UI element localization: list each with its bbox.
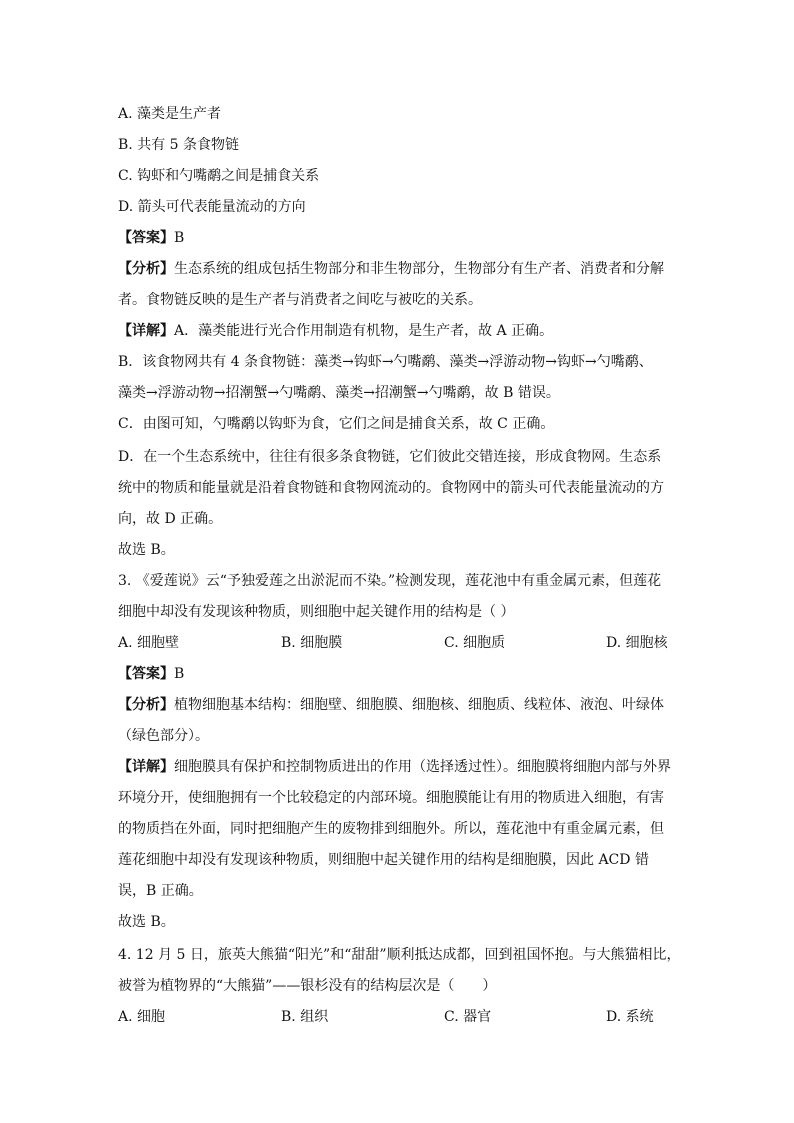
q3-option-d: D. 细胞核: [606, 635, 668, 651]
q2-detail-line-4: C．由图可知，勺嘴鹬以钩虾为食，它们之间是捕食关系，故 C 正确。: [118, 416, 555, 432]
q2-detail-line-3: 藻类→浮游动物→招潮蟹→勺嘴鹬、藻类→招潮蟹→勺嘴鹬，故 B 错误。: [118, 385, 560, 401]
q3-conclusion: 故选 B。: [118, 914, 175, 930]
detail-text: 细胞膜具有保护和控制物质进出的作用（选择透过性）。细胞膜将细胞内部与外界: [174, 759, 671, 775]
q4-option-b: B. 组织: [281, 1009, 329, 1025]
answer-value: B: [174, 230, 185, 246]
q2-option-d: D. 箭头可代表能量流动的方向: [118, 199, 306, 215]
q4-option-d: D. 系统: [606, 1009, 654, 1025]
q3-option-c: C. 细胞质: [444, 635, 506, 651]
detail-tag: 【详解】: [118, 759, 174, 775]
q2-option-b: B. 共有 5 条食物链: [118, 137, 239, 153]
q3-detail-line-1: [118, 757, 678, 777]
q3-option-a: A. 细胞壁: [118, 635, 180, 651]
answer-value: B: [174, 666, 185, 682]
q2-option-c: C. 钩虾和勺嘴鹬之间是捕食关系: [118, 168, 320, 184]
q3-detail-line-4: 莲花细胞中却没有发现该种物质，则细胞中起关键作用的结构是细胞膜，因此 ACD 错: [118, 852, 649, 868]
q2-detail-line-6: 统中的物质和能量就是沿着食物链和食物网流动的。食物网中的箭头可代表能量流动的方: [118, 480, 664, 496]
q2-analysis-line-2: 者。食物链反映的是生产者与消费者之间吃与被吃的关系。: [118, 292, 482, 308]
q3-detail-line-2: 环境分开，使细胞拥有一个比较稳定的内部环境。细胞膜能让有用的物质进入细胞，有害: [118, 790, 664, 806]
q3-option-b: B. 细胞膜: [281, 635, 343, 651]
q4-option-c: C. 器官: [444, 1009, 492, 1025]
q3-stem-line-1: 3. 《爱莲说》云“予独爱莲之出淤泥而不染。”检测发现，莲花池中有重金属元素，但莲花: [118, 573, 662, 589]
q2-detail-line-7: 向，故 D 正确。: [118, 511, 223, 527]
analysis-tag: 【分析】: [118, 697, 174, 713]
q4-option-a: A. 细胞: [118, 1009, 166, 1025]
q4-stem-line-2: 被誉为植物界的“大熊猫”——银杉没有的结构层次是（ ）: [118, 978, 497, 994]
answer-tag: 【答案】: [118, 666, 174, 682]
q2-detail-line-2: B．该食物网共有 4 条食物链：藻类→钩虾→勺嘴鹬、藻类→浮游动物→钩虾→勺嘴鹬、: [118, 354, 653, 370]
q2-answer: [118, 228, 678, 248]
detail-tag: 【详解】: [118, 323, 174, 339]
q3-answer: [118, 664, 678, 684]
q2-analysis-line-1: [118, 259, 678, 279]
q3-analysis-line-1: [118, 695, 678, 715]
q2-conclusion: 故选 B。: [118, 542, 175, 558]
q3-analysis-line-2: （绿色部分）。: [118, 728, 209, 744]
q3-stem-line-2: 细胞中却没有发现该种物质，则细胞中起关键作用的结构是（ ）: [118, 604, 515, 620]
analysis-text: 生态系统的组成包括生物部分和非生物部分，生物部分有生产者、消费者和分解: [174, 261, 664, 277]
q4-stem-line-1: 4. 12 月 5 日，旅英大熊猫“阳光”和“甜甜”顺利抵达成都，回到祖国怀抱。与大熊猫相比，: [118, 947, 681, 963]
q3-detail-line-3: 的物质挡在外面，同时把细胞产生的废物排到细胞外。所以，莲花池中有重金属元素，但: [118, 821, 664, 837]
analysis-tag: 【分析】: [118, 261, 174, 277]
q3-detail-line-5: 误，B 正确。: [118, 883, 203, 899]
detail-text: A．藻类能进行光合作用制造有机物，是生产者，故 A 正确。: [174, 323, 554, 339]
q2-detail-line-5: D．在一个生态系统中，往往有很多条食物链，它们彼此交错连接，形成食物网。生态系: [118, 449, 662, 465]
analysis-text: 植物细胞基本结构：细胞壁、细胞膜、细胞核、细胞质、线粒体、液泡、叶绿体: [174, 697, 664, 713]
q2-detail-line-1: [118, 321, 678, 341]
q2-option-a: A. 藻类是生产者: [118, 106, 222, 122]
answer-tag: 【答案】: [118, 230, 174, 246]
